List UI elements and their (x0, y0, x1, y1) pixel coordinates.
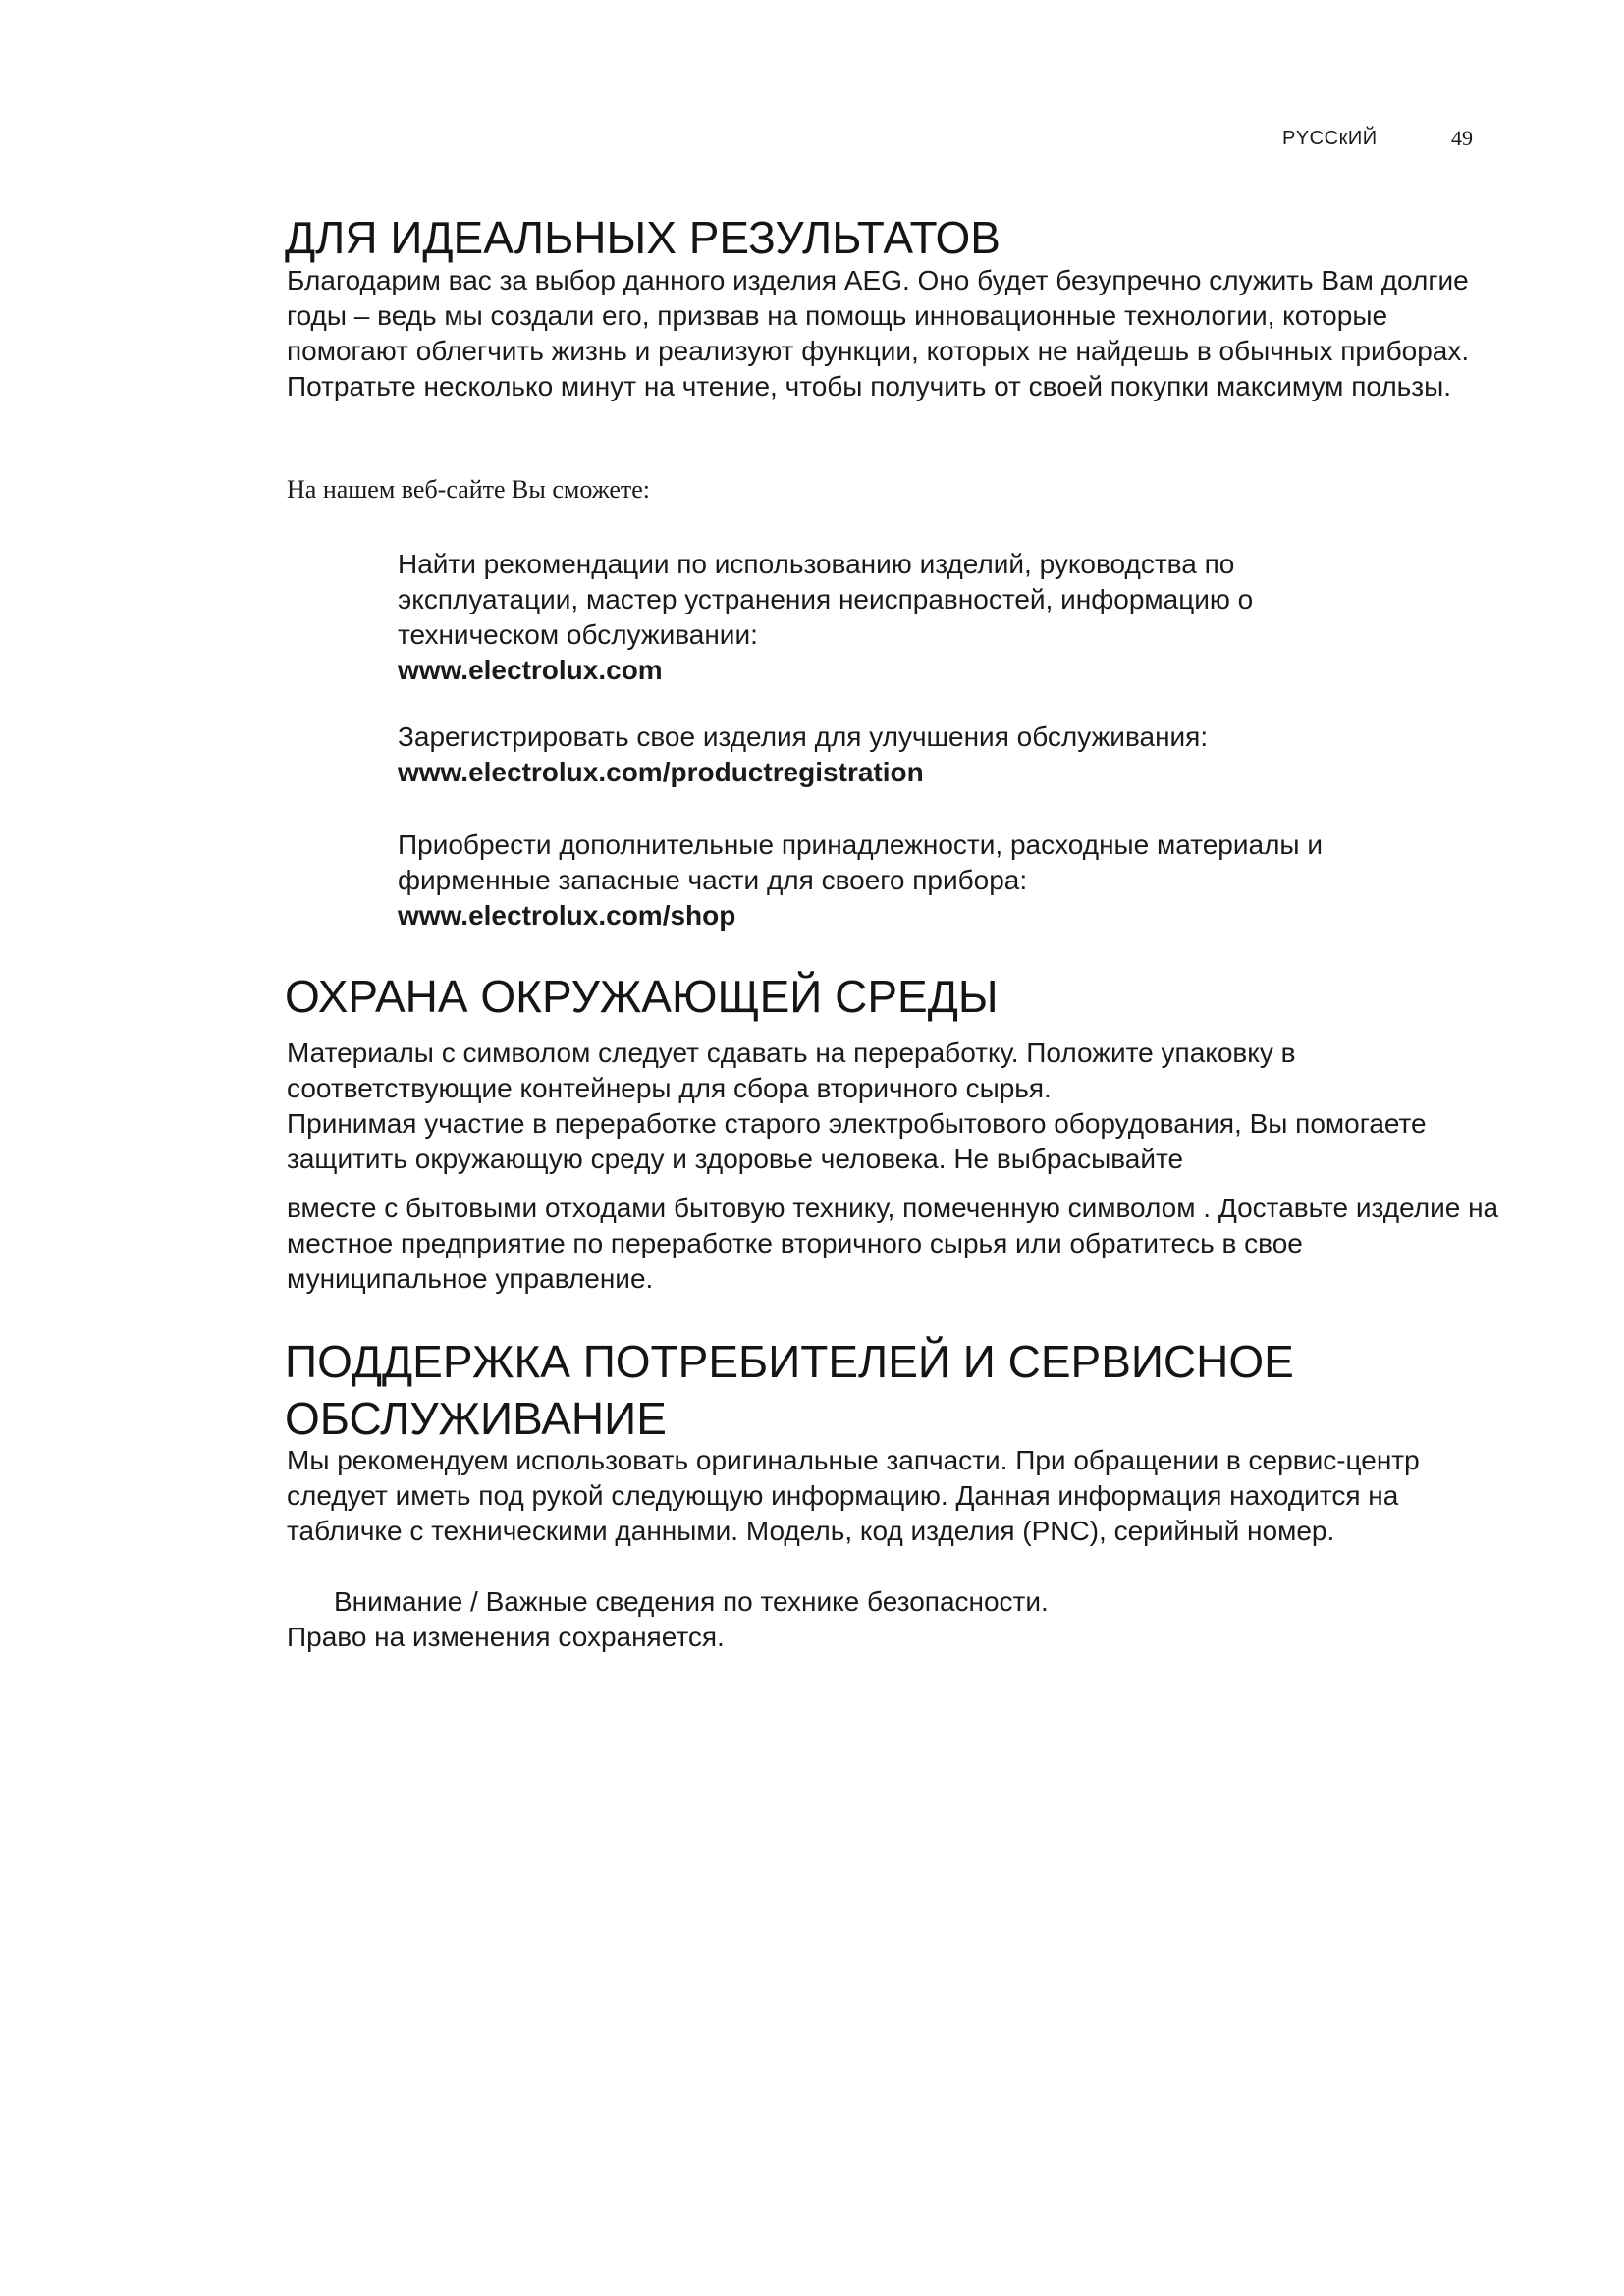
website-item-text: Найти рекомендации по использованию изделий, руководства по эксплуатации, мастер устранения неисправностей, информацию о техническом обслуживании: (398, 549, 1254, 650)
support-paragraph: Мы рекомендуем использовать оригинальные запчасти. При обращении в сервис-центр следует иметь под рукой следующую информацию. Данная информация находится на табличке с техническими данными. Модель, код изделия (PNC), серийный номер. (287, 1445, 1420, 1546)
website-item-registration (398, 720, 1380, 790)
website-intro: На нашем веб-сайте Вы сможете: (287, 475, 650, 504)
section-title-ideal-results: ДЛЯ ИДЕАЛЬНЫХ РЕЗУЛЬТАТОВ (285, 212, 1001, 263)
environment-paragraph-1: Материалы с символом следует сдавать на переработку. Положите упаковку в соответствующие контейнеры для сбора вторичного сырья. (287, 1038, 1296, 1103)
environment-paragraph-2: Принимая участие в переработке старого электробытового оборудования, Вы помогаете защитить окружающую среду и здоровье человека. Не выбрасывайте (287, 1108, 1427, 1174)
website-link[interactable]: www.electrolux.com/productregistration (398, 757, 924, 787)
website-item-text: Приобрести дополнительные принадлежности, расходные материалы и фирменные запасные части для своего прибора: (398, 829, 1323, 895)
intro-paragraph: Благодарим вас за выбор данного изделия AEG. Оно будет безупречно служить Вам долгие годы – ведь мы создали его, призвав на помощь инновационные технологии, которые помогают облегчить жизнь и реализуют функции, которых не найдешь в обычных приборах. Потратьте несколько минут на чтение, чтобы получить от своей покупки максимум пользы. (287, 265, 1470, 401)
section-title-environment: ОХРАНА ОКРУЖАЮЩЕЙ СРЕДЫ (285, 971, 999, 1022)
section-title-customer-support: ПОДДЕРЖКА ПОТРЕБИТЕЛЕЙ И СЕРВИСНОЕ ОБСЛУЖИВАНИЕ (285, 1336, 1294, 1444)
website-link[interactable]: www.electrolux.com (398, 655, 663, 685)
website-link[interactable]: www.electrolux.com/shop (398, 900, 736, 931)
website-item-support (398, 547, 1340, 688)
website-item-text: Зарегистрировать свое изделия для улучшения обслуживания: (398, 721, 1209, 752)
header-language: PYCCкИЙ (1282, 128, 1378, 149)
safety-warning-line: Внимание / Важные сведения по технике безопасности. (334, 1586, 1049, 1617)
rights-reserved-line: Право на изменения сохраняется. (287, 1622, 725, 1652)
page-number: 49 (1451, 126, 1473, 150)
website-item-shop (398, 828, 1380, 934)
environment-paragraph-3: вместе с бытовыми отходами бытовую технику, помеченную символом . Доставьте изделие на местное предприятие по переработке вторичного сырья или обратитесь в свое муниципальное управление. (287, 1193, 1499, 1294)
